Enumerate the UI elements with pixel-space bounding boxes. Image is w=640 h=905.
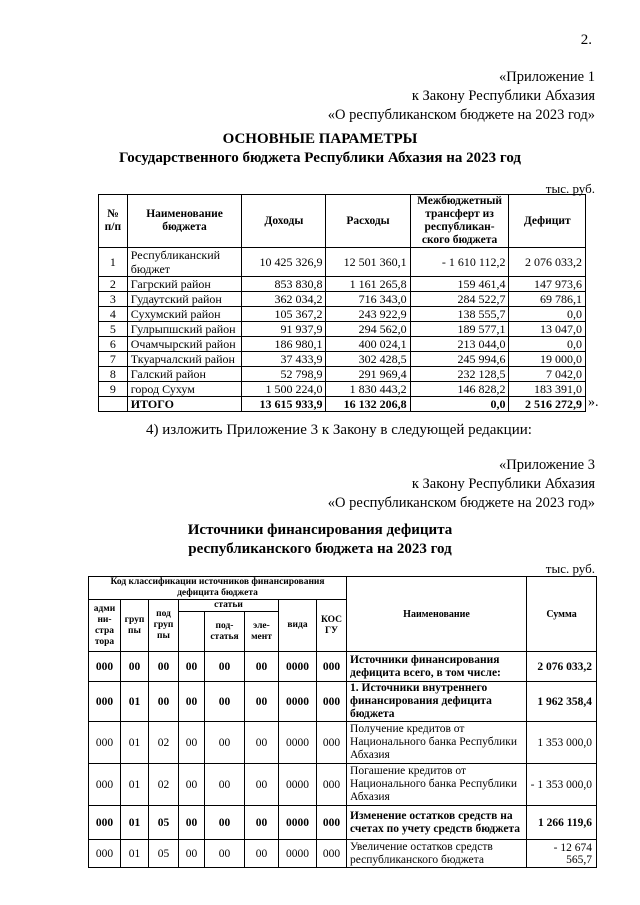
header-name-2: Наименование bbox=[347, 577, 527, 652]
header-deficit: Дефицит bbox=[509, 195, 586, 248]
row-name: Гудаутский район bbox=[127, 292, 242, 307]
row-sum: 1 353 000,0 bbox=[527, 722, 597, 764]
row-num: 1 bbox=[99, 248, 128, 277]
budget-parameters-table bbox=[98, 194, 586, 412]
code-article: 00 bbox=[179, 722, 205, 764]
appendix-3-heading bbox=[328, 456, 595, 513]
row-expenses: 12 501 360,1 bbox=[326, 248, 410, 277]
row-income: 37 433,9 bbox=[242, 352, 326, 367]
code-article: 00 bbox=[179, 764, 205, 806]
table-row bbox=[89, 840, 597, 868]
table-row bbox=[89, 682, 597, 722]
row-sum: - 12 674 565,7 bbox=[527, 840, 597, 868]
row-sum: 1 962 358,4 bbox=[527, 682, 597, 722]
header-articles: статьи bbox=[179, 600, 279, 612]
total-deficit: 2 516 272,9 bbox=[509, 397, 586, 412]
appendix-3-line1: «Приложение 3 bbox=[499, 457, 595, 473]
row-income: 105 367,2 bbox=[242, 307, 326, 322]
row-name: Гулрыпшский район bbox=[127, 322, 242, 337]
table-row bbox=[99, 307, 586, 322]
row-deficit: 7 042,0 bbox=[509, 367, 586, 382]
page-number: 2. bbox=[580, 32, 592, 48]
row-deficit: 69 786,1 bbox=[509, 292, 586, 307]
code-article: 00 bbox=[179, 806, 205, 840]
row-name: Ткуарчалский район bbox=[127, 352, 242, 367]
row-expenses: 400 024,1 bbox=[326, 337, 410, 352]
code-element: 00 bbox=[245, 682, 279, 722]
code-element: 00 bbox=[245, 764, 279, 806]
row-deficit: 13 047,0 bbox=[509, 322, 586, 337]
budget-parameters-title bbox=[0, 130, 640, 168]
header-income: Доходы bbox=[242, 195, 326, 248]
table-row bbox=[99, 292, 586, 307]
code-article: 00 bbox=[179, 682, 205, 722]
code-subgroup: 00 bbox=[149, 682, 179, 722]
table-row bbox=[99, 352, 586, 367]
row-expenses: 291 969,4 bbox=[326, 367, 410, 382]
row-expenses: 294 562,0 bbox=[326, 322, 410, 337]
header-subgroup: под груп пы bbox=[149, 600, 179, 652]
code-subarticle: 00 bbox=[205, 840, 245, 868]
header-transfer: Межбюджетный трансферт из республикан-ского бюджета bbox=[410, 195, 509, 248]
row-source-name: Увеличение остатков средств республиканского бюджета bbox=[347, 840, 527, 868]
code-group: 01 bbox=[121, 682, 149, 722]
row-num: 2 bbox=[99, 277, 128, 292]
row-income: 52 798,9 bbox=[242, 367, 326, 382]
row-expenses: 716 343,0 bbox=[326, 292, 410, 307]
header-admin: адми ни- стра тора bbox=[89, 600, 121, 652]
row-num: 7 bbox=[99, 352, 128, 367]
table-row bbox=[99, 337, 586, 352]
code-element: 00 bbox=[245, 722, 279, 764]
code-group: 01 bbox=[121, 764, 149, 806]
code-subarticle: 00 bbox=[205, 806, 245, 840]
header-expenses: Расходы bbox=[326, 195, 410, 248]
title1-line2: Государственного бюджета Республики Абхазия на 2023 год bbox=[119, 150, 521, 166]
code-subarticle: 00 bbox=[205, 652, 245, 682]
row-name: Галский район bbox=[127, 367, 242, 382]
code-kind: 0000 bbox=[279, 652, 317, 682]
header-kind: вида bbox=[279, 600, 317, 652]
appendix-3-line3: «О республиканском бюджете на 2023 год» bbox=[327, 495, 595, 511]
row-sum: 2 076 033,2 bbox=[527, 652, 597, 682]
code-group: 01 bbox=[121, 722, 149, 764]
row-source-name: Источники финансирования дефицита всего, в том числе: bbox=[347, 652, 527, 682]
code-subgroup: 05 bbox=[149, 840, 179, 868]
row-transfer: 245 994,6 bbox=[410, 352, 509, 367]
row-name: Сухумский район bbox=[127, 307, 242, 322]
table-row bbox=[99, 382, 586, 397]
table-row bbox=[89, 764, 597, 806]
row-source-name: Изменение остатков средств на счетах по учету средств бюджета bbox=[347, 806, 527, 840]
header-name: Наименование бюджета bbox=[127, 195, 242, 248]
total-blank bbox=[99, 397, 128, 412]
header-group: груп пы bbox=[121, 600, 149, 652]
code-admin: 000 bbox=[89, 840, 121, 868]
total-income: 13 615 933,9 bbox=[242, 397, 326, 412]
row-income: 362 034,2 bbox=[242, 292, 326, 307]
row-deficit: 183 391,0 bbox=[509, 382, 586, 397]
code-subgroup: 02 bbox=[149, 722, 179, 764]
total-transfer: 0,0 bbox=[410, 397, 509, 412]
code-element: 00 bbox=[245, 806, 279, 840]
instruction-text: 4) изложить Приложение 3 к Закону в следующей редакции: bbox=[146, 422, 532, 438]
code-subgroup: 05 bbox=[149, 806, 179, 840]
header-kosgu: КОС ГУ bbox=[317, 600, 347, 652]
code-group: 01 bbox=[121, 806, 149, 840]
row-num: 6 bbox=[99, 337, 128, 352]
row-transfer: 138 555,7 bbox=[410, 307, 509, 322]
code-kosgu: 000 bbox=[317, 652, 347, 682]
row-income: 186 980,1 bbox=[242, 337, 326, 352]
row-name: город Сухум bbox=[127, 382, 242, 397]
code-kosgu: 000 bbox=[317, 682, 347, 722]
row-sum: 1 266 119,6 bbox=[527, 806, 597, 840]
code-subarticle: 00 bbox=[205, 764, 245, 806]
code-kind: 0000 bbox=[279, 840, 317, 868]
header-num: № п/п bbox=[99, 195, 128, 248]
header-element: эле- мент bbox=[245, 612, 279, 652]
code-kind: 0000 bbox=[279, 764, 317, 806]
table-row bbox=[99, 367, 586, 382]
unit-label-2: тыс. руб. bbox=[545, 561, 595, 576]
row-transfer: 213 044,0 bbox=[410, 337, 509, 352]
row-income: 853 830,8 bbox=[242, 277, 326, 292]
row-deficit: 147 973,6 bbox=[509, 277, 586, 292]
row-income: 91 937,9 bbox=[242, 322, 326, 337]
appendix-3-line2: к Закону Республики Абхазия bbox=[411, 476, 595, 492]
row-sum: - 1 353 000,0 bbox=[527, 764, 597, 806]
row-num: 9 bbox=[99, 382, 128, 397]
row-deficit: 19 000,0 bbox=[509, 352, 586, 367]
code-admin: 000 bbox=[89, 682, 121, 722]
row-source-name: 1. Источники внутреннего финансирования дефицита бюджета bbox=[347, 682, 527, 722]
row-transfer: 284 522,7 bbox=[410, 292, 509, 307]
code-subarticle: 00 bbox=[205, 722, 245, 764]
code-kosgu: 000 bbox=[317, 840, 347, 868]
header-sum: Сумма bbox=[527, 577, 597, 652]
code-group: 00 bbox=[121, 652, 149, 682]
row-num: 4 bbox=[99, 307, 128, 322]
table-row bbox=[89, 652, 597, 682]
code-admin: 000 bbox=[89, 652, 121, 682]
appendix-1-line1: «Приложение 1 bbox=[499, 69, 595, 85]
appendix-1-closing: ». bbox=[588, 395, 599, 410]
table-row bbox=[99, 322, 586, 337]
row-transfer: - 1 610 112,2 bbox=[410, 248, 509, 277]
table-row bbox=[89, 806, 597, 840]
code-subarticle: 00 bbox=[205, 682, 245, 722]
table-row bbox=[99, 248, 586, 277]
row-transfer: 189 577,1 bbox=[410, 322, 509, 337]
code-kind: 0000 bbox=[279, 806, 317, 840]
row-source-name: Получение кредитов от Национального банка Республики Абхазия bbox=[347, 722, 527, 764]
title1-line1: ОСНОВНЫЕ ПАРАМЕТРЫ bbox=[222, 131, 418, 147]
code-element: 00 bbox=[245, 652, 279, 682]
deficit-sources-table bbox=[88, 576, 597, 868]
header-code-group: Код классификации источников финансирования дефицита бюджета bbox=[89, 577, 347, 600]
row-expenses: 1 830 443,2 bbox=[326, 382, 410, 397]
row-income: 1 500 224,0 bbox=[242, 382, 326, 397]
row-transfer: 159 461,4 bbox=[410, 277, 509, 292]
code-kind: 0000 bbox=[279, 682, 317, 722]
row-name: Республиканский бюджет bbox=[127, 248, 242, 277]
code-kosgu: 000 bbox=[317, 764, 347, 806]
row-num: 3 bbox=[99, 292, 128, 307]
row-transfer: 232 128,5 bbox=[410, 367, 509, 382]
code-kind: 0000 bbox=[279, 722, 317, 764]
row-num: 8 bbox=[99, 367, 128, 382]
title2-line2: республиканского бюджета на 2023 год bbox=[188, 541, 452, 557]
total-label: ИТОГО bbox=[127, 397, 242, 412]
unit-label-1: тыс. руб. bbox=[545, 181, 595, 196]
total-expenses: 16 132 206,8 bbox=[326, 397, 410, 412]
row-source-name: Погашение кредитов от Национального банка Республики Абхазия bbox=[347, 764, 527, 806]
row-deficit: 2 076 033,2 bbox=[509, 248, 586, 277]
row-deficit: 0,0 bbox=[509, 337, 586, 352]
code-admin: 000 bbox=[89, 806, 121, 840]
code-element: 00 bbox=[245, 840, 279, 868]
code-subgroup: 02 bbox=[149, 764, 179, 806]
code-article: 00 bbox=[179, 652, 205, 682]
appendix-1-line3: «О республиканском бюджете на 2023 год» bbox=[327, 107, 595, 123]
table-row bbox=[99, 277, 586, 292]
row-num: 5 bbox=[99, 322, 128, 337]
deficit-sources-title bbox=[0, 521, 640, 559]
code-kosgu: 000 bbox=[317, 806, 347, 840]
row-name: Гагрский район bbox=[127, 277, 242, 292]
total-row bbox=[99, 397, 586, 412]
appendix-1-heading bbox=[328, 68, 595, 125]
appendix-1-line2: к Закону Республики Абхазия bbox=[411, 88, 595, 104]
header-article-blank bbox=[179, 612, 205, 652]
header-subarticle: под- статья bbox=[205, 612, 245, 652]
code-admin: 000 bbox=[89, 764, 121, 806]
code-admin: 000 bbox=[89, 722, 121, 764]
row-name: Очамчырский район bbox=[127, 337, 242, 352]
row-income: 10 425 326,9 bbox=[242, 248, 326, 277]
row-expenses: 1 161 265,8 bbox=[326, 277, 410, 292]
code-article: 00 bbox=[179, 840, 205, 868]
row-expenses: 302 428,5 bbox=[326, 352, 410, 367]
code-group: 01 bbox=[121, 840, 149, 868]
title2-line1: Источники финансирования дефицита bbox=[187, 522, 453, 538]
row-deficit: 0,0 bbox=[509, 307, 586, 322]
code-subgroup: 00 bbox=[149, 652, 179, 682]
row-transfer: 146 828,2 bbox=[410, 382, 509, 397]
row-expenses: 243 922,9 bbox=[326, 307, 410, 322]
table-row bbox=[89, 722, 597, 764]
code-kosgu: 000 bbox=[317, 722, 347, 764]
